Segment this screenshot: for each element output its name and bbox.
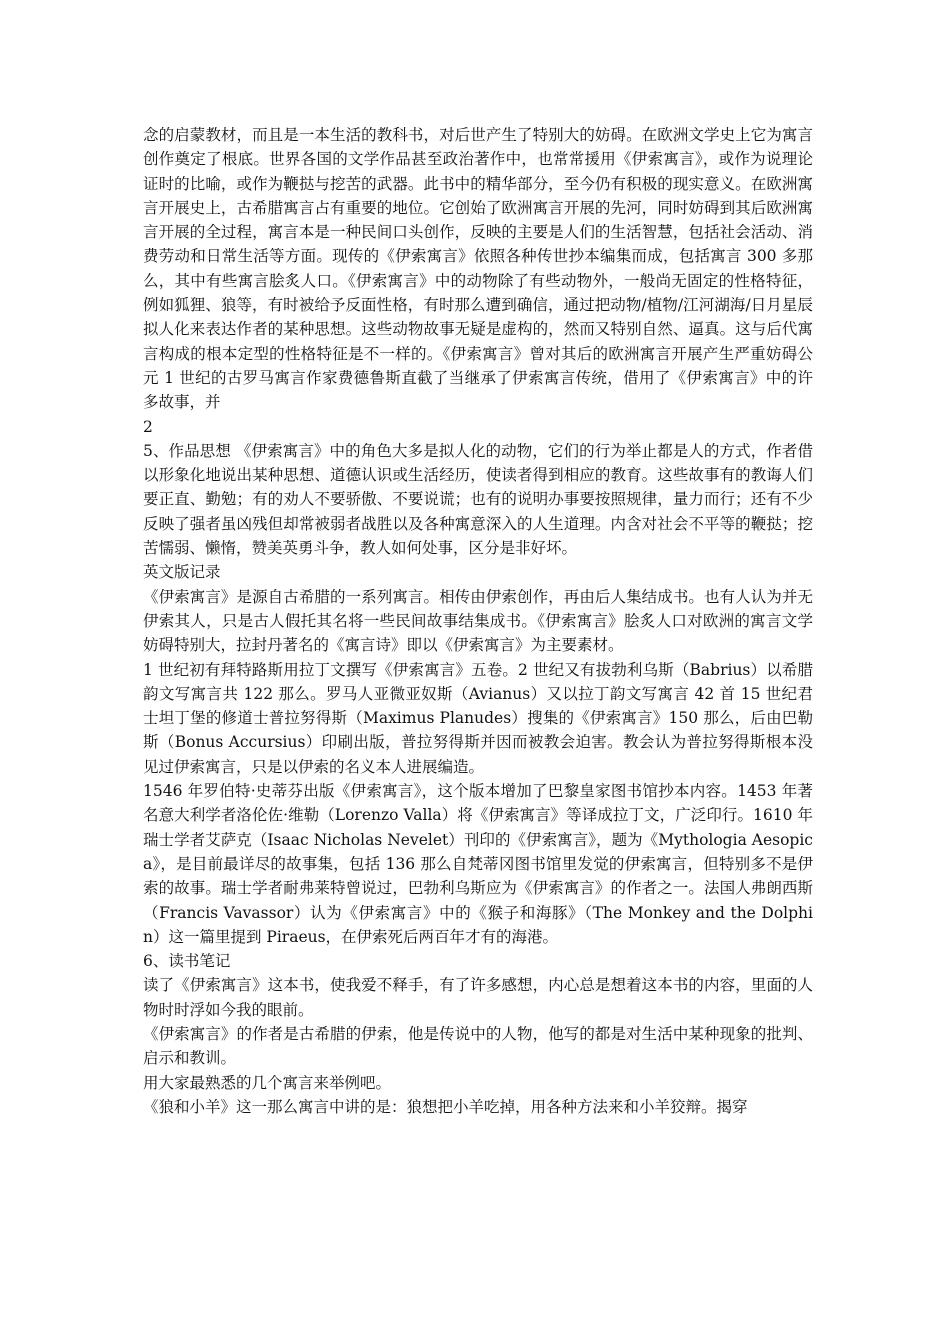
paragraph-work-thought: 5、作品思想 《伊索寓言》中的角色大多是拟人化的动物，它们的行为举止都是人的方式，作者借以形象化地说出某种思想、道德认识或生活经历，使读者得到相应的教育。这些故事有的教诲人们要正直、勤勉；有的劝人不要骄傲、不要说谎；也有的说明办事要按照规律，量力而行；还有不少反映了强者虽凶残但却常被弱者战胜以及各种寓意深入的人生道理。内含对社会不平等的鞭挞；挖苦懦弱、懒惰，赞美英勇斗争，教人如何处事，区分是非好坏。 xyxy=(143,441,813,558)
section-heading-english-edition: 英文版记录 xyxy=(143,563,221,582)
paragraph-notes-3: 用大家最熟悉的几个寓言来举例吧。 xyxy=(143,1073,392,1092)
paragraph-notes-1: 读了《伊索寓言》这本书，使我爱不释手，有了许多感想，内心总是想着这本书的内容，里面的人物时时浮如今我的眼前。 xyxy=(143,976,813,1019)
paragraph-english-1: 《伊索寓言》是源自古希腊的一系列寓言。相传由伊索创作，再由后人集结成书。也有人认为并无伊索其人，只是古人假托其名将一些民间故事结集成书。《伊索寓言》脍炙人口对欧洲的寓言文学妨碍特别大，拉封丹著名的《寓言诗》即以《伊索寓言》为主要素材。 xyxy=(143,587,813,655)
section-heading-reading-notes: 6、读书笔记 xyxy=(143,952,231,971)
paragraph-notes-2: 《伊索寓言》的作者是古希腊的伊索，他是传说中的人物，他写的都是对生活中某种现象的批判、启示和教训。 xyxy=(143,1024,813,1068)
paragraph-notes-4: 《狼和小羊》这一那么寓言中讲的是：狼想把小羊吃掉，用各种方法来和小羊狡辩。揭穿 xyxy=(143,1097,748,1116)
page-number: 2 xyxy=(143,417,153,436)
paragraph-english-2: 1 世纪初有拜特路斯用拉丁文撰写《伊索寓言》五卷。2 世纪又有拔勃利乌斯（Babrius）以希腊韵文写寓言共 122 那么。罗马人亚微亚奴斯（Avianus）又以拉丁韵文写寓言 42 首 15 世纪君士坦丁堡的修道士普拉努得斯（Maximus Planudes）搜集的《伊索寓言》150 那么，后由巴勒斯（Bonus Accursius）印刷出版，普拉努得斯并因而被教会迫害。教会认为普拉努得斯根本没见过伊索寓言，只是以伊索的名义本人进展编造。 xyxy=(143,660,813,776)
paragraph-english-3: 1546 年罗伯特·史蒂芬出版《伊索寓言》，这个版本增加了巴黎皇家图书馆抄本内容。1453 年著名意大利学者洛伦佐·维勒（Lorenzo Valla）将《伊索寓言》等译成拉丁文，广泛印行。1610 年瑞士学者艾萨克（Isaac Nicholas Nevelet）刊印的《伊索寓言》，题为《Mythologia Aesopica》，是目前最详尽的故事集，包括 136 那么自梵蒂冈图书馆里发觉的伊索寓言，但特别多不是伊索的故事。瑞士学者耐弗莱特曾说过，巴勃利乌斯应为《伊索寓言》的作者之一。法国人弗朗西斯（Francis Vavassor）认为《伊索寓言》中的《猴子和海豚》（The Monkey and the Dolphin）这一篇里提到 Piraeus，在伊索死后两百年才有的海港。 xyxy=(143,782,813,946)
document-body xyxy=(143,123,813,1119)
paragraph-intro: 念的启蒙教材，而且是一本生活的教科书，对后世产生了特别大的妨碍。在欧洲文学史上它为寓言创作奠定了根底。世界各国的文学作品甚至政治著作中，也常常援用《伊索寓言》，或作为说理论证时的比喻，或作为鞭挞与挖苦的武器。此书中的精华部分，至今仍有积极的现实意义。在欧洲寓言开展史上，古希腊寓言占有重要的地位。它创始了欧洲寓言开展的先河，同时妨碍到其后欧洲寓言开展的全过程，寓言本是一种民间口头创作，反映的主要是人们的生活智慧，包括社会活动、消费劳动和日常生活等方面。现传的《伊索寓言》依照各种传世抄本编集而成，包括寓言 300 多那么，其中有些寓言脍炙人口。《伊索寓言》中的动物除了有些动物外，一般尚无固定的性格特征，例如狐狸、狼等，有时被给予反面性格，有时那么遭到确信，通过把动物/植物/江河湖海/日月星辰拟人化来表达作者的某种思想。这些动物故事无疑是虚构的，然而又特别自然、逼真。这与后代寓言构成的根本定型的性格特征是不一样的。《伊索寓言》曾对其后的欧洲寓言开展产生严重妨碍公元 1 世纪的古罗马寓言作家费德鲁斯直截了当继承了伊索寓言传统，借用了《伊索寓言》中的许多故事，并 xyxy=(143,126,813,412)
